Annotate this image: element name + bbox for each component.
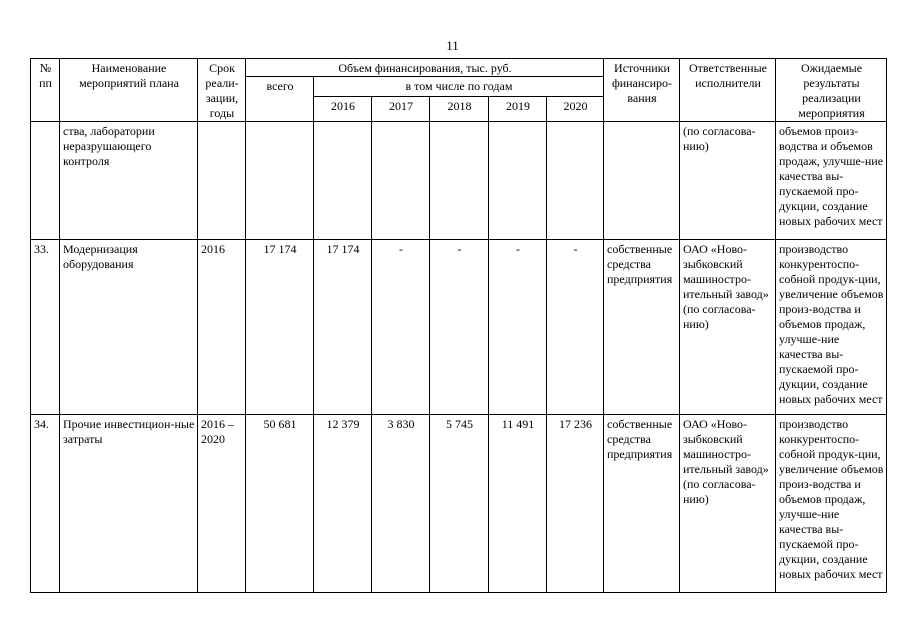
header-by-years: в том числе по годам <box>314 77 604 97</box>
row-year-value: 3 830 <box>372 415 430 593</box>
row-year-value: 11 491 <box>489 415 547 593</box>
header-year: 2018 <box>430 97 489 122</box>
row-name: ства, лаборатории неразрушающего контроля <box>60 122 198 240</box>
header-name: Наименование мероприятий плана <box>60 59 198 122</box>
row-year-value: 17 236 <box>547 415 604 593</box>
row-num: 34. <box>31 415 60 593</box>
header-row-1 <box>31 59 887 77</box>
row-responsible: (по согласова-нию) <box>680 122 776 240</box>
row-responsible: ОАО «Ново-зыбковский машиностро-ительный завод» (по согласова-нию) <box>680 240 776 415</box>
table-row <box>31 122 887 240</box>
header-term: Срок реали-зации, годы <box>198 59 246 122</box>
row-year-value: 5 745 <box>430 415 489 593</box>
row-sources: собственные средства предприятия <box>604 240 680 415</box>
row-year-value <box>489 122 547 240</box>
row-year-value: - <box>372 240 430 415</box>
row-sources: собственные средства предприятия <box>604 415 680 593</box>
row-term <box>198 122 246 240</box>
row-term: 2016 <box>198 240 246 415</box>
row-num <box>31 122 60 240</box>
header-year: 2016 <box>314 97 372 122</box>
header-funding-volume: Объем финансирования, тыс. руб. <box>246 59 604 77</box>
row-year-value: - <box>547 240 604 415</box>
header-year: 2017 <box>372 97 430 122</box>
row-year-value <box>314 122 372 240</box>
row-term: 2016 – 2020 <box>198 415 246 593</box>
row-total: 17 174 <box>246 240 314 415</box>
row-name: Прочие инвестицион-ные затраты <box>60 415 198 593</box>
table-row <box>31 415 887 593</box>
header-num: № пп <box>31 59 60 122</box>
header-year: 2020 <box>547 97 604 122</box>
row-total <box>246 122 314 240</box>
row-year-value <box>547 122 604 240</box>
row-expected: производство конкурентоспо-собной продук-ции, увеличение объемов произ-водства и объемов продаж, улучше-ние качества вы-пускаемой про-дукции, создание новых рабочих мест <box>776 240 887 415</box>
measures-table <box>30 58 887 593</box>
row-name: Модернизация оборудования <box>60 240 198 415</box>
row-year-value: 12 379 <box>314 415 372 593</box>
header-responsible: Ответственные исполнители <box>680 59 776 122</box>
row-expected: объемов произ-водства и объемов продаж, улучше-ние качества вы-пускаемой про-дукции, создание новых рабочих мест <box>776 122 887 240</box>
row-year-value: - <box>430 240 489 415</box>
table-row <box>31 240 887 415</box>
header-sources: Источники финансиро-вания <box>604 59 680 122</box>
row-year-value <box>430 122 489 240</box>
header-year: 2019 <box>489 97 547 122</box>
row-year-value: - <box>489 240 547 415</box>
row-sources <box>604 122 680 240</box>
row-year-value: 17 174 <box>314 240 372 415</box>
row-responsible: ОАО «Ново-зыбковский машиностро-ительный завод» (по согласова-нию) <box>680 415 776 593</box>
header-total: всего <box>246 77 314 122</box>
row-total: 50 681 <box>246 415 314 593</box>
row-year-value <box>372 122 430 240</box>
row-num: 33. <box>31 240 60 415</box>
header-expected: Ожидаемые результаты реализации мероприятия <box>776 59 887 122</box>
page-number: 11 <box>446 38 459 53</box>
row-expected: производство конкурентоспо-собной продук-ции, увеличение объемов произ-водства и объемов продаж, улучше-ние качества вы-пускаемой про-дукции, создание новых рабочих мест <box>776 415 887 593</box>
